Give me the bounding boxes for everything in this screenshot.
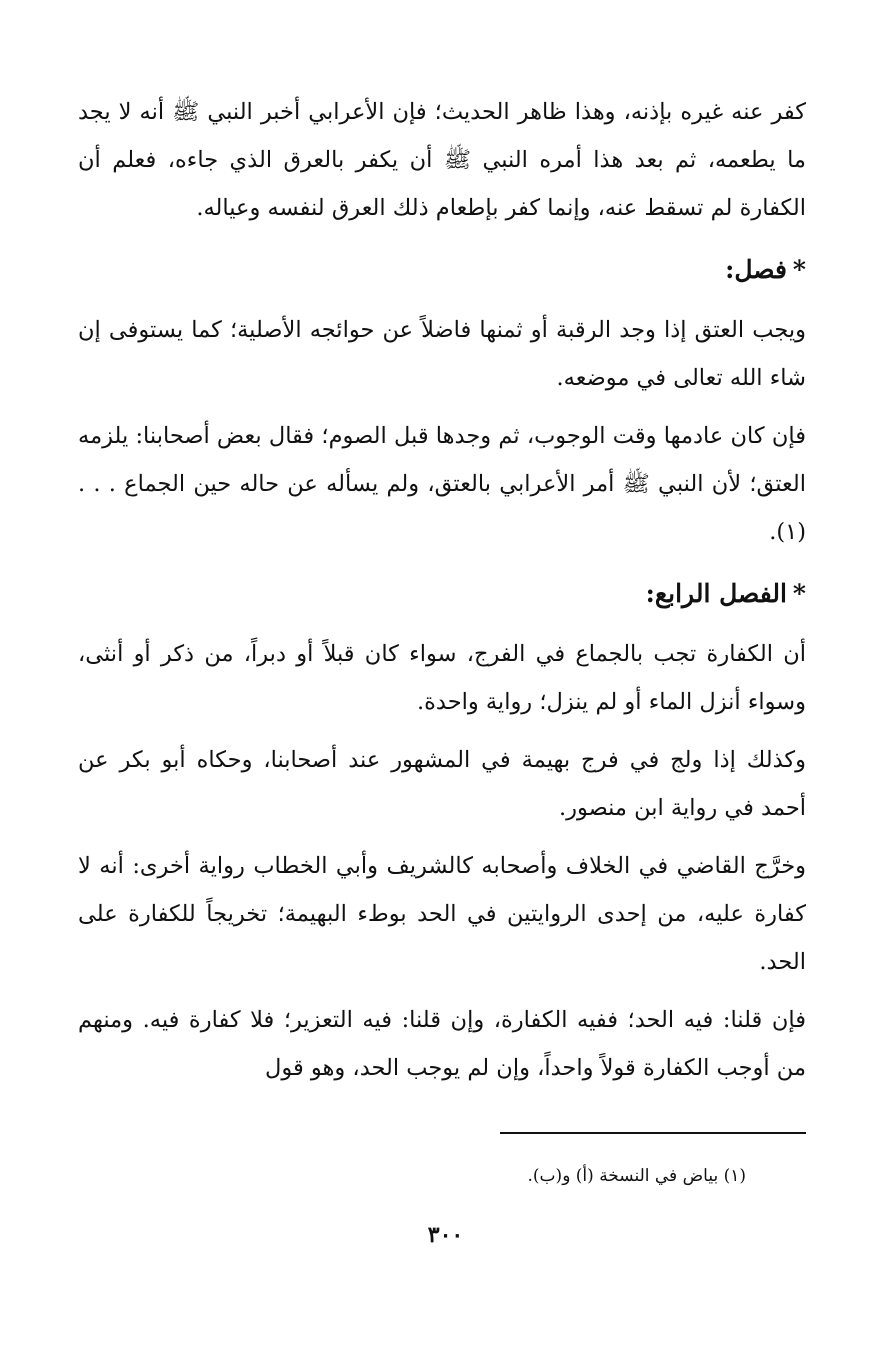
section-heading-fasl <box>78 246 806 294</box>
paragraph-4: أن الكفارة تجب بالجماع في الفرج، سواء كان قبلاً أو دبراً، من ذكر أو أنثى، وسواء أنزل الماء أو لم ينزل؛ رواية واحدة. <box>78 641 806 715</box>
paragraph-1: كفر عنه غيره بإذنه، وهذا ظاهر الحديث؛ فإن الأعرابي أخبر النبي ﷺ أنه لا يجد ما يطعمه، ثم بعد هذا أمره النبي ﷺ أن يكفر بالعرق الذي جاءه، فعلم أن الكفارة لم تسقط عنه، وإنما كفر بإطعام ذلك العرق لنفسه وعياله. <box>78 99 806 221</box>
asterisk-icon: * <box>792 255 806 284</box>
paragraph-7: فإن قلنا: فيه الحد؛ ففيه الكفارة، وإن قلنا: فيه التعزير؛ فلا كفارة فيه. ومنهم من أوجب الكفارة قولاً واحداً، وإن لم يوجب الحد، وهو قول <box>78 1007 806 1081</box>
asterisk-icon: * <box>792 579 806 608</box>
paragraph-5: وكذلك إذا ولج في فرج بهيمة في المشهور عند أصحابنا، وحكاه أبو بكر عن أحمد في رواية ابن منصور. <box>78 747 806 821</box>
page-body <box>78 88 806 1092</box>
section-heading-text: الفصل الرابع: <box>645 579 787 608</box>
section-heading-fourth-chapter <box>78 570 806 618</box>
footnote-separator <box>500 1132 806 1134</box>
paragraph-6: وخرَّج القاضي في الخلاف وأصحابه كالشريف وأبي الخطاب رواية أخرى: أنه لا كفارة عليه، من إحدى الروايتين في الحد بوطء البهيمة؛ تخريجاً للكفارة على الحد. <box>78 853 806 975</box>
page-number: ٣٠٠ <box>427 1222 464 1248</box>
paragraph-3: فإن كان عادمها وقت الوجوب، ثم وجدها قبل الصوم؛ فقال بعض أصحابنا: يلزمه العتق؛ لأن النبي ﷺ أمر الأعرابي بالعتق، ولم يسأله عن حاله حين الجماع . . .(١). <box>78 423 806 545</box>
paragraph-2: ويجب العتق إذا وجد الرقبة أو ثمنها فاضلاً عن حوائجه الأصلية؛ كما يستوفى إن شاء الله تعالى في موضعه. <box>78 317 806 391</box>
footnote: (١) بياض في النسخة (أ) و(ب). <box>527 1166 746 1186</box>
section-heading-text: فصل: <box>725 255 787 284</box>
